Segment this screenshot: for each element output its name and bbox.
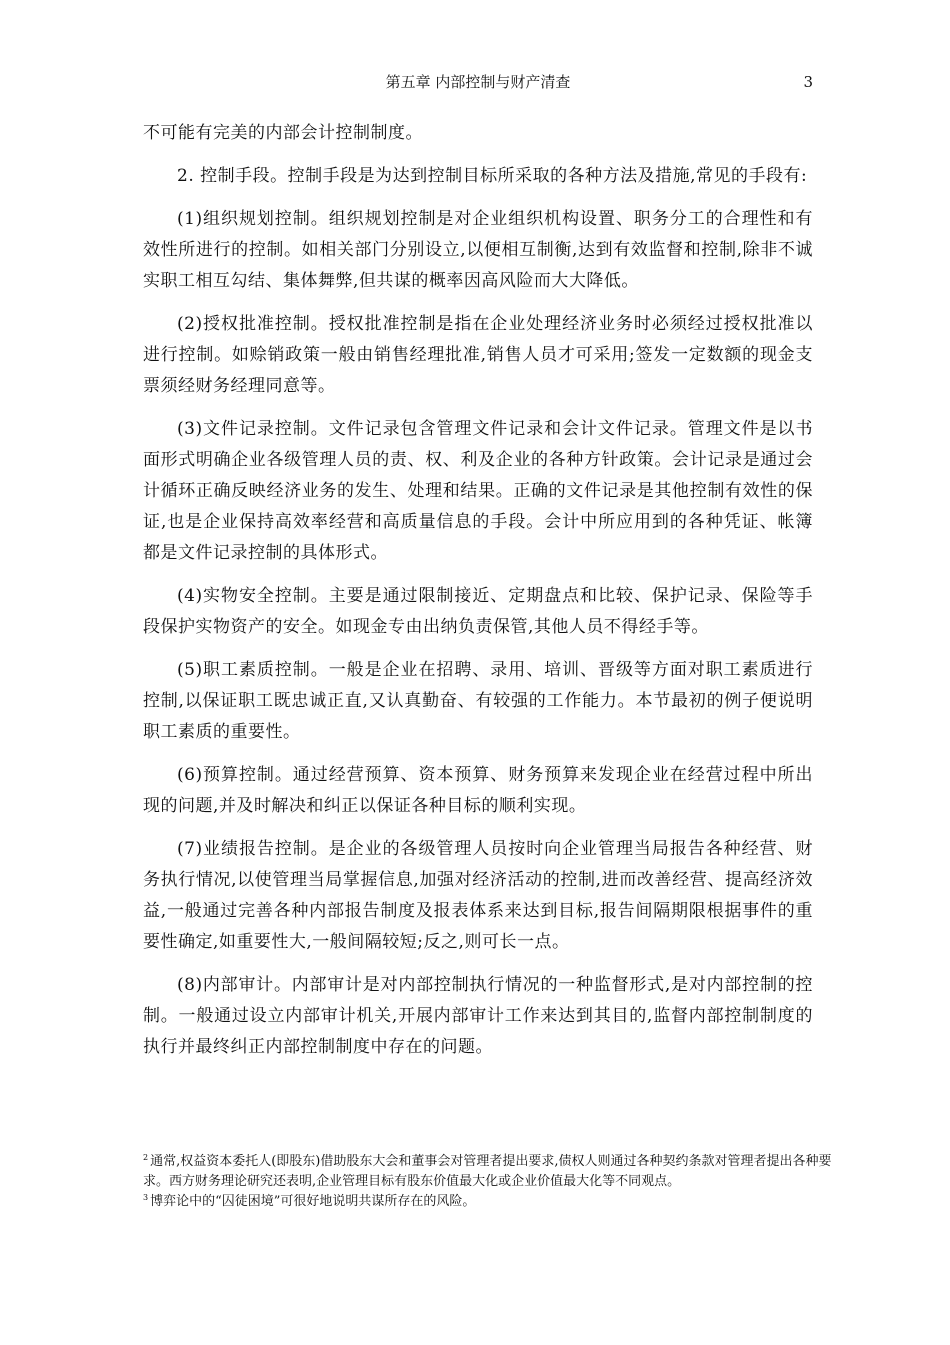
footnote-text: 通常,权益资本委托人(即股东)借助股东大会和董事会对管理者提出要求,债权人则通过各种契约条款对管理者提出各种要求。西方财务理论研究还表明,企业管理目标有股东价值最大化或企业价值最大化等不同观点。 bbox=[143, 1154, 832, 1189]
page-number: 3 bbox=[803, 73, 813, 91]
paragraph-staff-quality: (5)职工素质控制。一般是企业在招聘、录用、培训、晋级等方面对职工素质进行控制,以保证职工既忠诚正直,又认真勤奋、有较强的工作能力。本节最初的例子便说明职工素质的重要性。 bbox=[143, 660, 813, 742]
footnote-text: 博弈论中的“囚徒困境”可很好地说明共谋所存在的风险。 bbox=[150, 1194, 476, 1209]
page-header bbox=[143, 72, 813, 96]
footnote-2 bbox=[143, 1152, 833, 1192]
paragraph-internal-audit: (8)内部审计。内部审计是对内部控制执行情况的一种监督形式,是对内部控制的控制。一般通过设立内部审计机关,开展内部审计工作来达到其目的,监督内部控制制度的执行并最终纠正内部控制制度中存在的问题。 bbox=[143, 975, 813, 1057]
footnote-mark: 2 bbox=[143, 1152, 149, 1162]
paragraph-organization-planning: (1)组织规划控制。组织规划控制是对企业组织机构设置、职务分工的合理性和有效性所进行的控制。如相关部门分别设立,以便相互制衡,达到有效监督和控制,除非不诚实职工相互勾结、集体舞弊,但共谋的概率因高风险而大大降低。 bbox=[143, 209, 813, 291]
paragraph-performance-report: (7)业绩报告控制。是企业的各级管理人员按时向企业管理当局报告各种经营、财务执行情况,以使管理当局掌握信息,加强对经济活动的控制,进而改善经营、提高经济效益,一般通过完善各种内部报告制度及报表体系来达到目标,报告间隔期限根据事件的重要性确定,如重要性大,一般间隔较短;反之,则可长一点。 bbox=[143, 839, 813, 952]
paragraph-control-means: 2. 控制手段。控制手段是为达到控制目标所采取的各种方法及措施,常见的手段有: bbox=[177, 166, 808, 186]
paragraph-budget-control: (6)预算控制。通过经营预算、资本预算、财务预算来发现企业在经营过程中所出现的问题,并及时解决和纠正以保证各种目标的顺利实现。 bbox=[143, 765, 813, 816]
body-text bbox=[143, 118, 813, 1075]
footnote-3 bbox=[143, 1192, 833, 1212]
paragraph-continuation: 不可能有完美的内部会计控制制度。 bbox=[143, 123, 423, 143]
paragraph-authorization: (2)授权批准控制。授权批准控制是指在企业处理经济业务时必须经过授权批准以进行控制。如赊销政策一般由销售经理批准,销售人员才可采用;签发一定数额的现金支票须经财务经理同意等。 bbox=[143, 314, 813, 396]
footnote-mark: 3 bbox=[143, 1192, 149, 1202]
footnotes bbox=[143, 1152, 833, 1212]
paragraph-document-records: (3)文件记录控制。文件记录包含管理文件记录和会计文件记录。管理文件是以书面形式明确企业各级管理人员的责、权、利及企业的各种方针政策。会计记录是通过会计循环正确反映经济业务的发生、处理和结果。正确的文件记录是其他控制有效性的保证,也是企业保持高效率经营和高质量信息的手段。会计中所应用到的各种凭证、帐簿都是文件记录控制的具体形式。 bbox=[143, 419, 813, 563]
chapter-title: 第五章 内部控制与财产清查 bbox=[385, 73, 571, 91]
paragraph-physical-security: (4)实物安全控制。主要是通过限制接近、定期盘点和比较、保护记录、保险等手段保护实物资产的安全。如现金专由出纳负责保管,其他人员不得经手等。 bbox=[143, 586, 813, 637]
